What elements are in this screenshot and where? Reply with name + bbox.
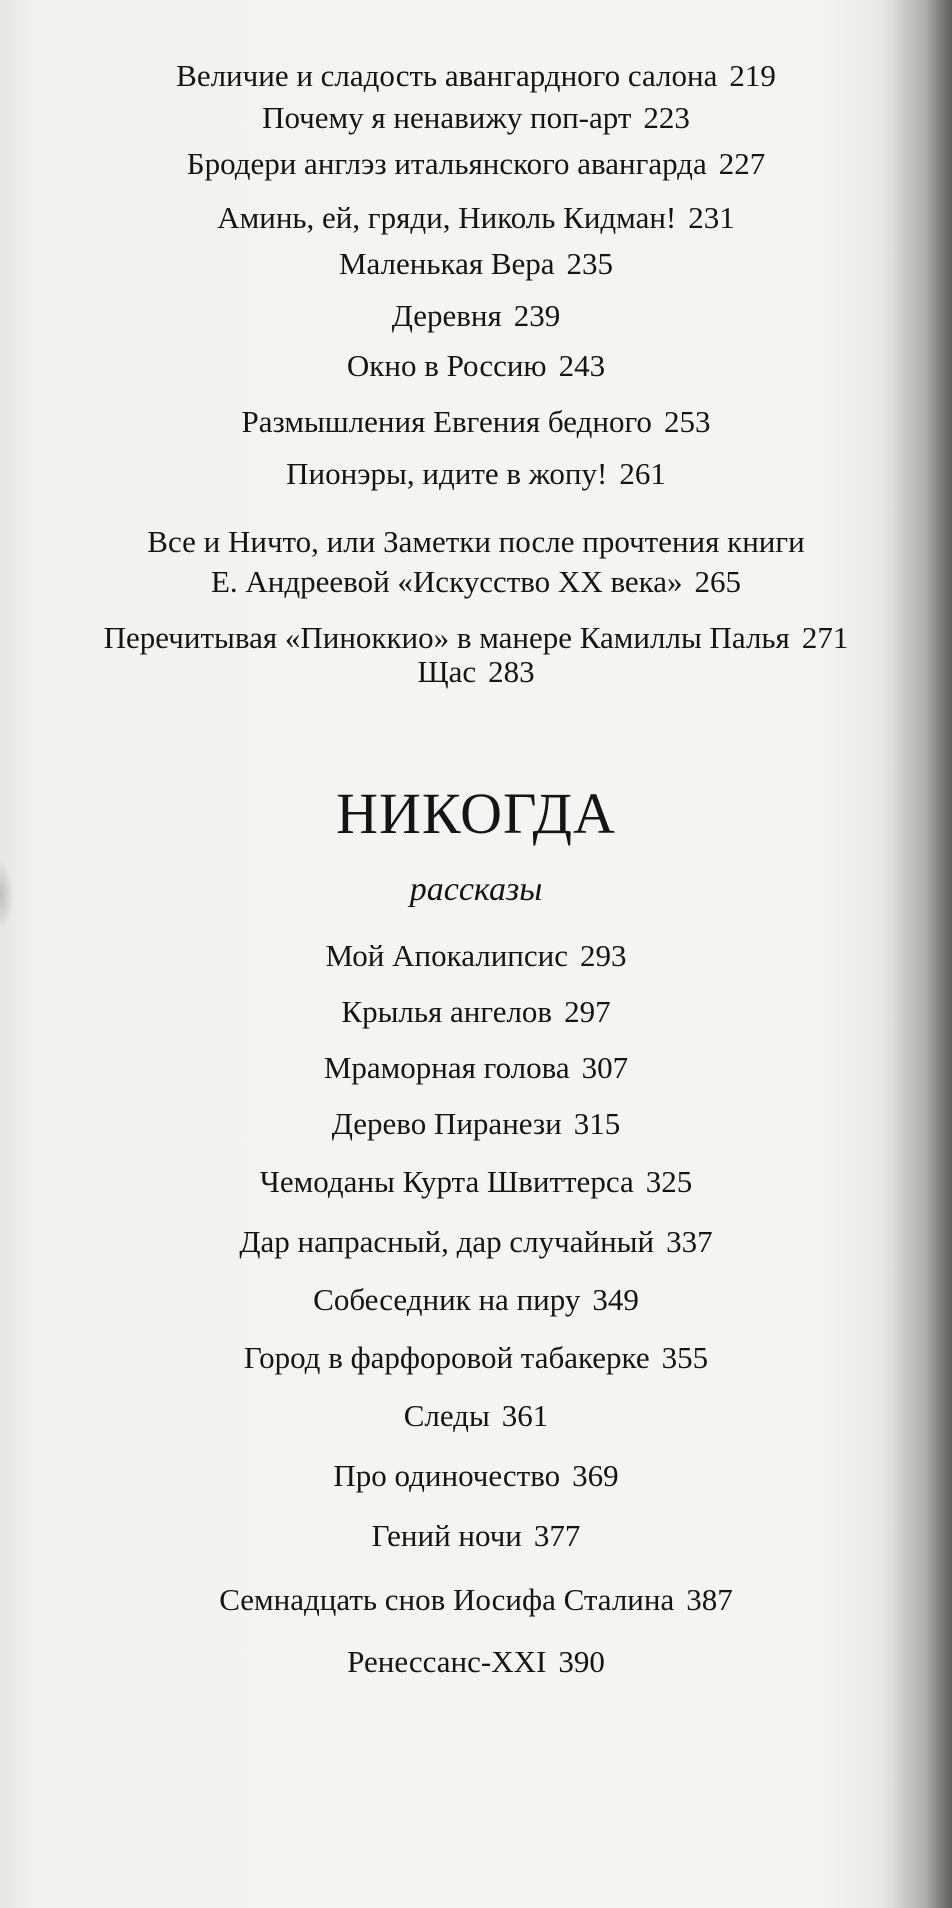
- toc-entry-title: Почему я ненавижу поп-арт: [262, 100, 632, 135]
- toc-entry-title: Маленькая Вера: [338, 246, 555, 281]
- toc-entry: [0, 1518, 952, 1554]
- toc-entry-page: 243: [558, 348, 606, 383]
- toc-entry-title: Ренессанс-XXI: [347, 1644, 547, 1679]
- toc-entry-page: 337: [666, 1224, 713, 1259]
- toc-entry: [0, 1398, 952, 1434]
- toc-entry-title: Величие и сладость авангардного салона: [176, 58, 718, 93]
- toc-entry-title-line-2: [0, 562, 952, 602]
- toc-entry-page: 387: [686, 1582, 733, 1617]
- toc-entry-page: 293: [580, 938, 627, 973]
- toc-entry-title: Следы: [403, 1398, 490, 1433]
- toc-entry-page: 253: [663, 404, 711, 439]
- toc-entry-page: 355: [661, 1340, 709, 1375]
- toc-entry: [0, 620, 952, 656]
- toc-entry-title: Перечитывая «Пиноккио» в манере Камиллы Палья: [103, 620, 790, 655]
- toc-entry-title: Дар напрасный, дар случайный: [239, 1224, 655, 1259]
- toc-entry-title: Про одиночество: [333, 1458, 561, 1493]
- toc-entry-page: 307: [581, 1050, 629, 1085]
- toc-entry-title: Крылья ангелов: [341, 994, 553, 1029]
- toc-entry: [0, 1340, 952, 1376]
- toc-entry-title: Город в фарфоровой табакерке: [243, 1340, 650, 1375]
- toc-entry-page: 349: [592, 1282, 639, 1317]
- toc-entry-title: Семнадцать снов Иосифа Сталина: [219, 1582, 675, 1617]
- toc-entry-title: Чемоданы Курта Швиттерса: [259, 1164, 634, 1199]
- toc-entry: [0, 654, 952, 690]
- toc-entry-title: Размышления Евгения бедного: [241, 404, 652, 439]
- toc-entry: [0, 348, 952, 384]
- toc-entry-page: 271: [801, 620, 849, 655]
- toc-entry-title: Щас: [417, 654, 477, 689]
- toc-entry-page: 219: [729, 58, 776, 93]
- toc-entry: [0, 298, 952, 334]
- toc-entry: [0, 456, 952, 492]
- toc-entry-page: 297: [564, 994, 611, 1029]
- toc-entry-page: 231: [688, 200, 735, 235]
- toc-entry: [0, 1282, 952, 1318]
- toc-entry-title: Собеседник на пиру: [313, 1282, 581, 1317]
- section-subtitle: рассказы: [409, 871, 543, 908]
- toc-entry: [0, 938, 952, 974]
- toc-entry-page: 223: [643, 100, 690, 135]
- toc-entry-title: Аминь, ей, гряди, Николь Кидман!: [217, 200, 677, 235]
- toc-entry-page: 369: [572, 1458, 619, 1493]
- toc-entry: [0, 1050, 952, 1086]
- toc-entry-title: Мраморная голова: [323, 1050, 570, 1085]
- toc-entry: [0, 58, 952, 94]
- toc-entry-page: 265: [694, 564, 742, 599]
- section-title: НИКОГДА: [336, 781, 616, 846]
- toc-entry-page: 227: [718, 146, 766, 181]
- toc-entry-page: 361: [501, 1398, 549, 1433]
- toc-entry: [0, 404, 952, 440]
- toc-entry-title: Пионэры, идите в жопу!: [286, 456, 608, 491]
- toc-entry-title: Гений ночи: [371, 1518, 522, 1553]
- toc-entry-page: 390: [558, 1644, 605, 1679]
- toc-entry-page: 283: [488, 654, 535, 689]
- toc-entry-page: 235: [566, 246, 614, 281]
- toc-entry-title: Окно в Россию: [346, 348, 547, 383]
- toc-entry-title: Деревня: [391, 298, 502, 333]
- toc-entry-title: Бродери англэз итальянского авангарда: [186, 146, 707, 181]
- toc-entry-title: Дерево Пиранези: [331, 1106, 562, 1141]
- toc-entry-multiline: [0, 522, 952, 602]
- toc-entry-page: 315: [573, 1106, 621, 1141]
- toc-entry-page: 261: [619, 456, 666, 491]
- toc-entry: [0, 100, 952, 136]
- toc-entry: [0, 246, 952, 282]
- toc-entry-title-line-2-text: Е. Андреевой «Искусство XX века»: [210, 564, 683, 599]
- toc-entry: [0, 994, 952, 1030]
- toc-entry: [0, 1224, 952, 1260]
- toc-entry-page: 239: [513, 298, 561, 333]
- toc-entry: [0, 1458, 952, 1494]
- toc-entry: [0, 1106, 952, 1142]
- toc-entry: [0, 1644, 952, 1680]
- toc-entry: [0, 1164, 952, 1200]
- toc-entry: [0, 1582, 952, 1618]
- toc-entry: [0, 200, 952, 236]
- toc-entry-title: Мой Апокалипсис: [325, 938, 568, 973]
- toc-entry-page: 325: [645, 1164, 693, 1199]
- toc-entry: [0, 146, 952, 182]
- toc-entry-page: 377: [533, 1518, 581, 1553]
- toc-entry-title-line-1: Все и Ничто, или Заметки после прочтения книги: [147, 524, 805, 559]
